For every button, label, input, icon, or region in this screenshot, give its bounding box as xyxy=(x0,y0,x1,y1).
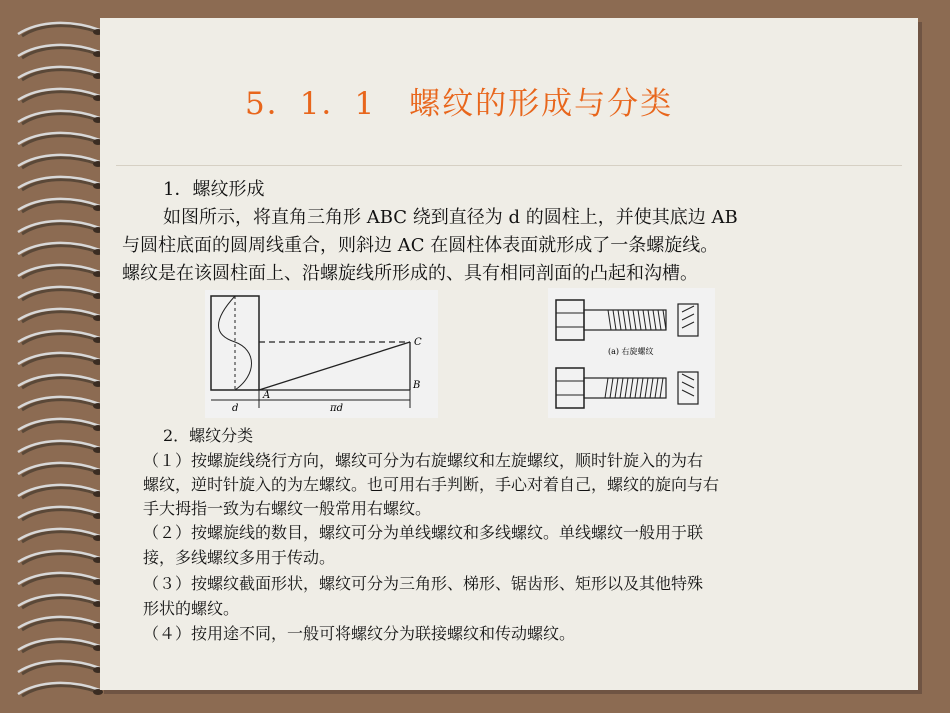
thread-line xyxy=(653,310,656,330)
helix-formation-diagram xyxy=(205,290,438,418)
thread-line xyxy=(618,310,621,330)
thread-line xyxy=(643,310,646,330)
thread-line xyxy=(648,310,651,330)
section1-heading: 1．螺纹形成 xyxy=(163,179,265,200)
thread-line xyxy=(615,378,618,398)
label-pid: πd xyxy=(330,403,343,414)
thread-line xyxy=(625,378,628,398)
section2-line-8: （４）按用途不同，一般可将螺纹分为联接螺纹和传动螺纹。 xyxy=(143,624,576,643)
spiral-binding xyxy=(0,0,110,713)
thread-line xyxy=(620,378,623,398)
thread-line xyxy=(650,378,653,398)
thread-line xyxy=(655,378,658,398)
title-divider xyxy=(116,165,902,166)
section2-heading: 2．螺纹分类 xyxy=(163,426,254,445)
thread-line xyxy=(635,378,638,398)
label-right-hand: (a) 右旋螺纹 xyxy=(608,347,654,356)
thread-line xyxy=(633,310,636,330)
section2-line-2: 螺纹，逆时针旋入的为左螺纹。也可用右手判断，手心对着自己，螺纹的旋向与右 xyxy=(143,475,720,494)
section2-line-3: 手大拇指一致为右螺纹一般常用右螺纹。 xyxy=(143,499,432,518)
thread-direction-figure xyxy=(548,288,715,418)
label-c: C xyxy=(414,337,422,348)
thread-line xyxy=(660,378,663,398)
section1-line-3: 螺纹是在该圆柱面上、沿螺旋线所形成的、具有相同剖面的凸起和沟槽。 xyxy=(122,263,698,284)
section1-line-1: 如图所示，将直角三角形 ABC 绕到直径为 d 的圆柱上，并使其底边 AB xyxy=(163,207,738,228)
section2-line-5: 接，多线螺纹多用于传动。 xyxy=(143,548,336,567)
thread-line xyxy=(628,310,631,330)
section2-line-7: 形状的螺纹。 xyxy=(143,599,240,618)
thread-line xyxy=(605,378,608,398)
thread-line xyxy=(608,310,611,330)
thread-line xyxy=(645,378,648,398)
helix-formation-figure xyxy=(205,290,438,418)
thread-line xyxy=(610,378,613,398)
thread-line xyxy=(613,310,616,330)
thread-direction-diagram xyxy=(548,288,715,418)
label-a: A xyxy=(263,390,271,401)
thread-line xyxy=(623,310,626,330)
section2-line-1: （１）按螺旋线绕行方向，螺纹可分为右旋螺纹和左旋螺纹，顺时针旋入的为右 xyxy=(143,451,704,470)
thread-line xyxy=(658,310,661,330)
thread-line xyxy=(638,310,641,330)
label-b: B xyxy=(413,380,421,391)
thread-line xyxy=(630,378,633,398)
page-title: 5．1．1 螺纹的形成与分类 xyxy=(245,86,674,122)
section2-line-6: （３）按螺纹截面形状，螺纹可分为三角形、梯形、锯齿形、矩形以及其他特殊 xyxy=(143,574,704,593)
thread-line xyxy=(640,378,643,398)
section1-line-2: 与圆柱底面的圆周线重合，则斜边 AC 在圆柱体表面就形成了一条螺旋线。 xyxy=(122,235,719,256)
section2-line-4: （２）按螺旋线的数目，螺纹可分为单线螺纹和多线螺纹。单线螺纹一般用于联 xyxy=(143,523,704,542)
label-d: d xyxy=(232,403,239,414)
